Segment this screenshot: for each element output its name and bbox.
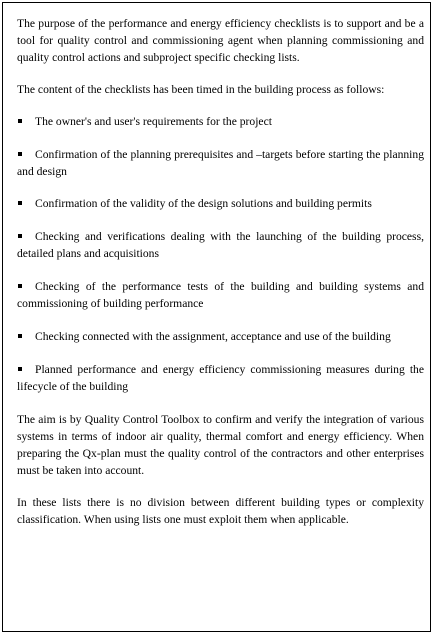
bullet-item: Checking of the performance tests of the building and building systems and commissioning of building performance (17, 280, 424, 311)
bullet-item: Confirmation of the planning prerequisites and –targets before starting the planning and design (17, 147, 424, 178)
bullet-item: The owner's and user's requirements for the project (35, 114, 272, 128)
timing-paragraph: The content of the checklists has been timed in the building process as follows: (17, 83, 385, 97)
bullet-item: Checking connected with the assignment, acceptance and use of the building (35, 329, 391, 343)
bullet-item: Confirmation of the validity of the design solutions and building permits (35, 197, 372, 211)
intro-paragraph: The purpose of the performance and energy efficiency checklists is to support and be a tool for quality control and commissioning agent when planning commissioning and quality control actions and subproject specific checking lists. (17, 17, 424, 65)
document-body (17, 15, 424, 543)
closing-paragraph: In these lists there is no division between different building types or complexity classification. When using lists one must exploit them when applicable. (17, 495, 424, 527)
bullet-item: Checking and verifications dealing with the launching of the building process, detailed plans and acquisitions (17, 230, 424, 261)
aim-paragraph: The aim is by Quality Control Toolbox to confirm and verify the integration of various systems in terms of indoor air quality, thermal comfort and energy efficiency. When preparing the Qx-plan must the quality control of the contractors and other enterprises must be taken into account. (17, 412, 424, 478)
bullet-item: Planned performance and energy efficiency commissioning measures during the lifecycle of the building (17, 362, 424, 393)
document-frame (2, 2, 431, 632)
